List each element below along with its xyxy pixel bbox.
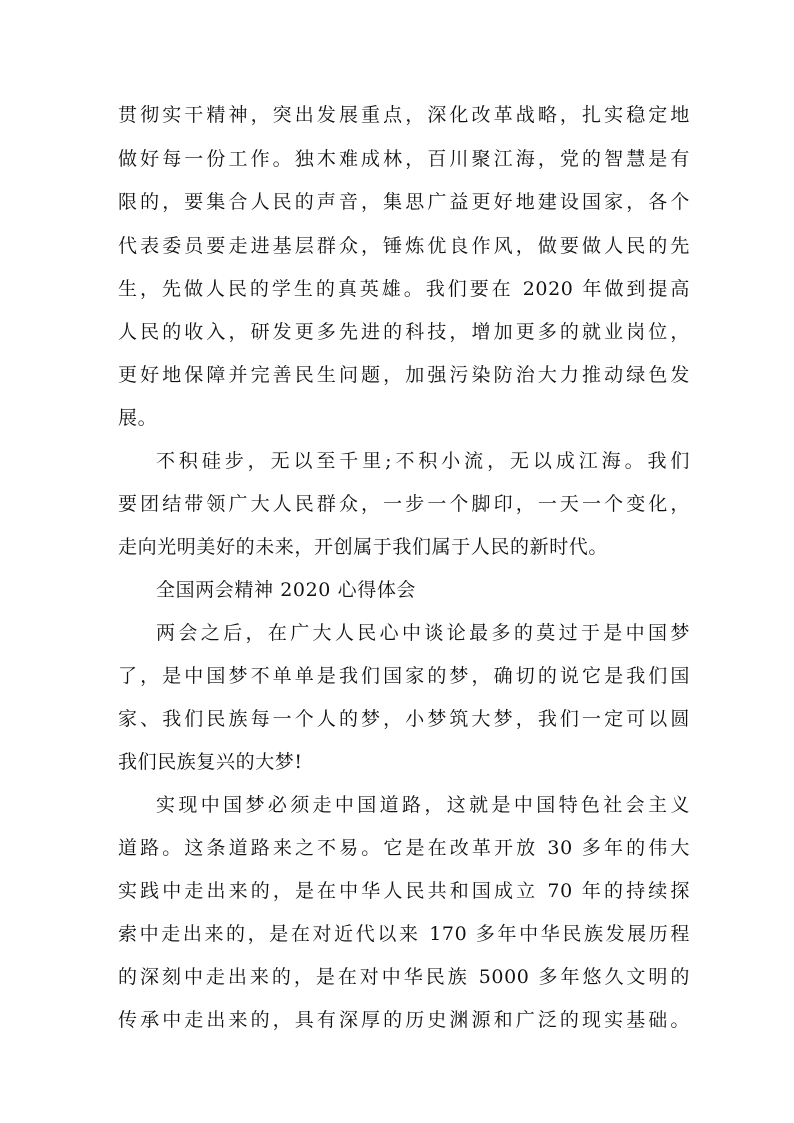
text-line: 做好每一份工作。独木难成林，百川聚江海，党的智慧是有 [118,148,690,170]
text-line: 的深刻中走出来的，是在对中华民族 5000 多年悠久文明的 [118,966,690,988]
text-line: 索中走出来的，是在对近代以来 170 多年中华民族发展历程 [118,923,690,945]
text-line: 更好地保障并完善民生问题，加强污染防治大力推动绿色发 [118,364,690,386]
paragraph-first-line: 两会之后，在广大人民心中谈论最多的莫过于是中国梦 [156,622,690,644]
text-line: 贯彻实干精神，突出发展重点，深化改革战略，扎实稳定地 [118,104,690,126]
text-line: 家、我们民族每一个人的梦，小梦筑大梦，我们一定可以圆 [118,708,690,730]
text-line: 走向光明美好的未来，开创属于我们属于人民的新时代。 [118,536,609,558]
text-line: 人民的收入，研发更多先进的科技，增加更多的就业岗位， [118,321,690,343]
paragraph-first-line: 实现中国梦必须走中国道路，这就是中国特色社会主义 [156,794,690,816]
text-line: 展。 [118,407,158,429]
text-line: 我们民族复兴的大梦! [118,751,303,773]
text-line: 实践中走出来的，是在中华人民共和国成立 70 年的持续探 [118,880,690,902]
paragraph-first-line: 不积硅步，无以至千里;不积小流，无以成江海。我们 [156,450,690,472]
text-line: 限的，要集合人民的声音，集思广益更好地建设国家，各个 [118,191,690,213]
text-line: 生，先做人民的学生的真英雄。我们要在 2020 年做到提高 [118,278,690,300]
section-heading: 全国两会精神 2020 心得体会 [156,579,417,601]
text-line: 代表委员要走进基层群众，锤炼优良作风，做要做人民的先 [118,235,690,257]
text-line: 传承中走出来的，具有深厚的历史渊源和广泛的现实基础。 [118,1009,690,1031]
text-line: 要团结带领广大人民群众，一步一个脚印，一天一个变化， [118,493,690,515]
text-line: 道路。这条道路来之不易。它是在改革开放 30 多年的伟大 [118,837,690,859]
text-line: 了，是中国梦不单单是我们国家的梦，确切的说它是我们国 [118,665,690,687]
